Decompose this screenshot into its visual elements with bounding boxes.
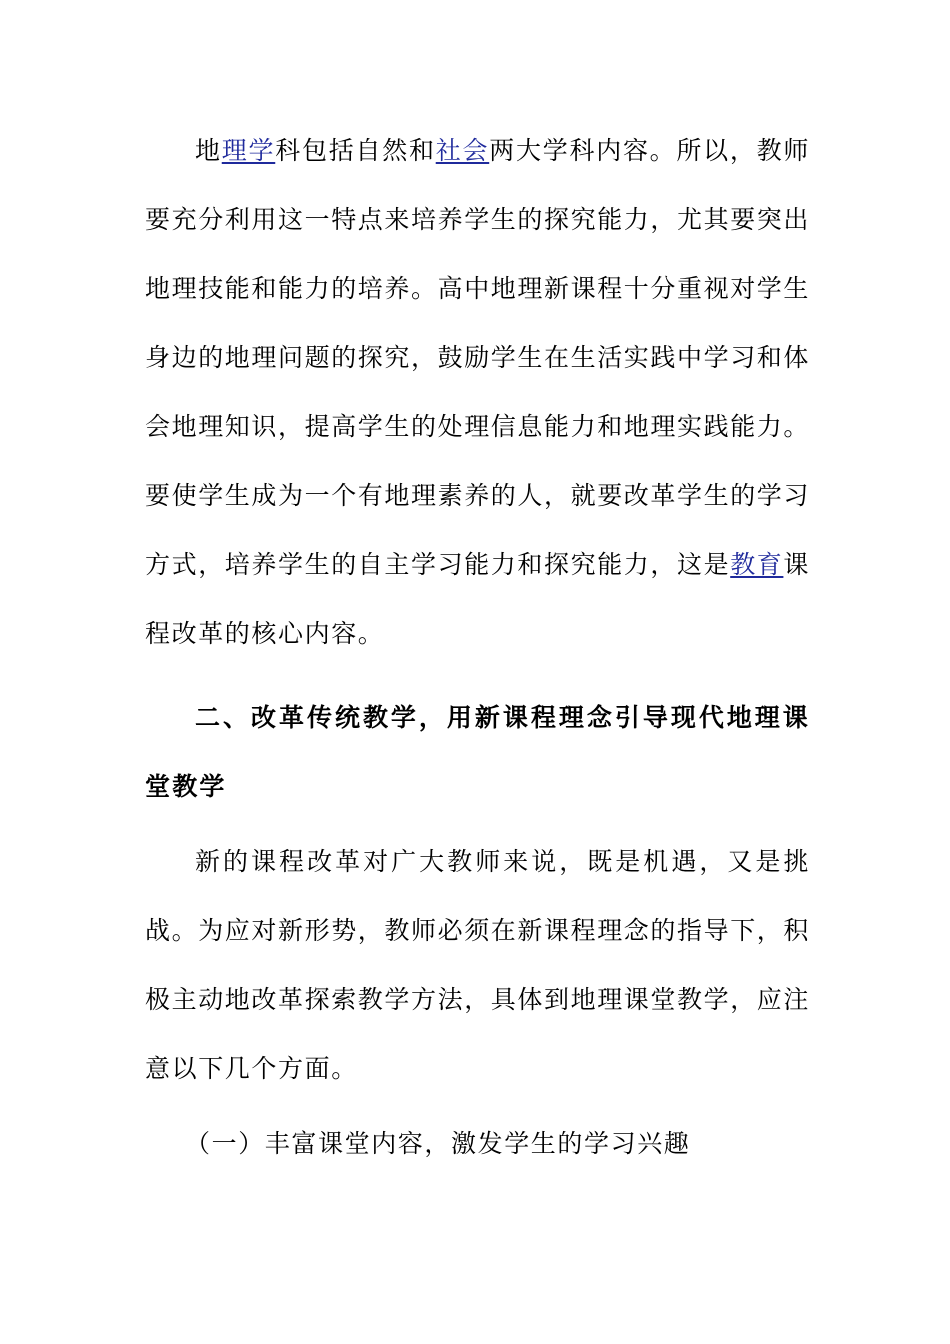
subsection-heading-1: （一）丰富课堂内容，激发学生的学习兴趣 [185,1129,691,1158]
section-heading-2: 二、改革传统教学，用新课程理念引导现代地理课堂教学 [145,703,810,801]
paragraph-geography-discipline [145,116,810,668]
link-society[interactable]: 社会 [435,136,490,165]
paragraph-text: 两大学科内容。所以，教师要充分利用这一特点来培养学生的探究能力，尤其要突出地理技能和能力的培养。高中地理新课程十分重视对学生身边的地理问题的探究，鼓励学生在生活实践中学习和体会地理知识，提高学生的处理信息能力和地理实践能力。要使学生成为一个有地理素养的人，就要改革学生的学习方式，培养学生的自主学习能力和探究能力，这是 [145,136,811,579]
paragraph-curriculum-reform: 新的课程改革对广大教师来说，既是机遇，又是挑战。为应对新形势，教师必须在新课程理念的指导下，积极主动地改革探索教学方法，具体到地理课堂教学，应注意以下几个方面。 [145,847,811,1083]
link-education[interactable]: 教育 [730,550,784,579]
paragraph-text: 地 [195,136,222,165]
paragraph-text: 课程改革的核心内容。 [145,550,811,648]
link-physical-geography[interactable]: 理学 [221,136,276,165]
paragraph-text: 科包括自然和 [275,136,436,165]
